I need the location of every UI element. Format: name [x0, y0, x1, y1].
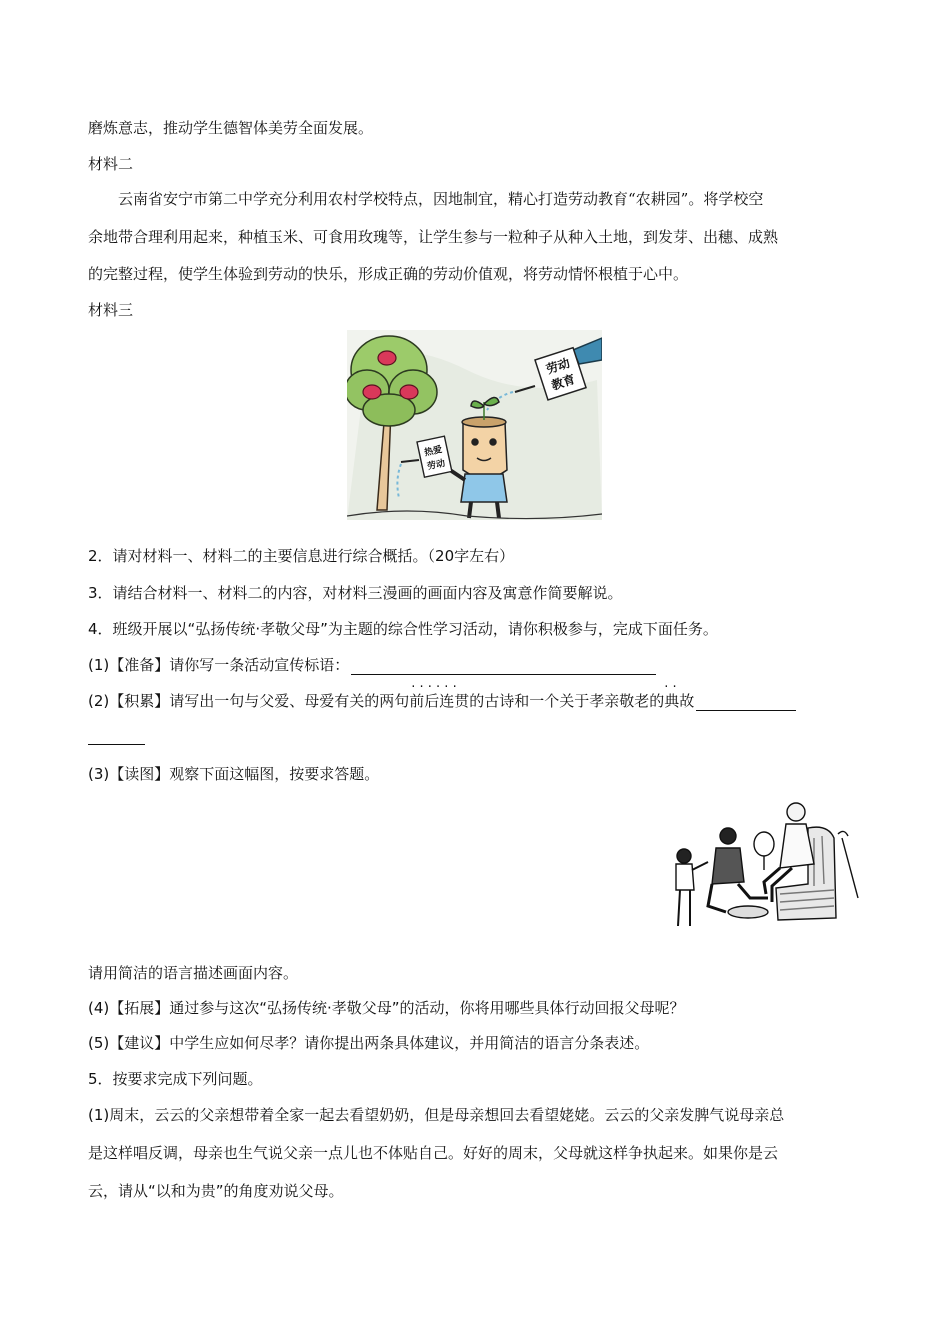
question-5-1-line-3: 云，请从“以和为贵”的角度劝说父母。: [88, 1182, 344, 1200]
filial-piety-illustration: [668, 798, 866, 930]
sign2-line-a: 热爱: [423, 445, 444, 459]
question-4-5: (5)【建议】中学生应如何尽孝？请你提出两条具体建议，并用简洁的语言分条表述。: [88, 1034, 650, 1052]
question-4-3: (3)【读图】观察下面这幅图，按要求答题。: [88, 765, 380, 783]
material-two-line-3: 的完整过程，使学生体验到劳动的快乐，形成正确的劳动价值观，将劳动情怀根植于心中。: [88, 265, 689, 283]
question-4-2-text-c: 的古诗和一个关于孝亲敬老的: [469, 692, 665, 710]
question-3: 3．请结合材料一、材料二的内容，对材料三漫画的画面内容及寓意作简要解说。: [88, 584, 623, 602]
answer-blank-slogan[interactable]: [351, 673, 656, 675]
labor-education-cartoon: [347, 330, 602, 520]
material-two-line-2: 余地带合理利用起来，种植玉米、可食用玫瑰等，让学生参与一粒种子从种入土地，到发芽、出穗、成熟: [88, 228, 779, 246]
material-two-title: 材料二: [88, 155, 134, 173]
question-4-4: (4)【拓展】通过参与这次“弘扬传统·孝敬父母”的活动，你将用哪些具体行动回报父母呢？: [88, 999, 685, 1017]
question-4-3-instruction: 请用简洁的语言描述画面内容。: [88, 964, 299, 982]
paragraph-ending: 磨炼意志，推动学生德智体美劳全面发展。: [88, 119, 374, 137]
question-5: 5．按要求完成下列问题。: [88, 1070, 263, 1088]
question-4-2: [88, 691, 796, 711]
question-4-2-emphasis-b: · · 典故: [664, 692, 694, 710]
question-5-1-line-2: 是这样唱反调，母亲也生气说父亲一点儿也不体贴自己。好好的周末，父母就这样争执起来。如果你是云: [88, 1144, 779, 1162]
question-4: 4．班级开展以“弘扬传统·孝敬父母”为主题的综合性学习活动，请你积极参与，完成下面任务。: [88, 620, 718, 638]
answer-blank-poem-1[interactable]: [696, 709, 796, 711]
sign1-line-b: 教育: [549, 371, 577, 393]
sign2-line-b: 劳动: [426, 458, 447, 473]
material-three-title: 材料三: [88, 301, 134, 319]
question-4-1-text: (1)【准备】请你写一条活动宣传标语：: [88, 656, 350, 674]
question-4-2-text-a: (2)【积累】请写出一句与父爱、母爱有关的两句: [88, 692, 410, 710]
sign1-line-a: 劳动: [544, 355, 572, 377]
question-4-2-emphasis-a: · · 前后连贯: [409, 692, 469, 710]
question-4-1: [88, 655, 656, 675]
question-2: 2．请对材料一、材料二的主要信息进行综合概括。（20字左右）: [88, 547, 515, 565]
answer-blank-poem-2[interactable]: [88, 744, 145, 745]
question-5-1-line-1: (1)周末，云云的父亲想带着全家一起去看望奶奶，但是母亲想回去看望姥姥。云云的父亲发脾气说母亲总: [88, 1106, 785, 1124]
material-two-line-1: 云南省安宁市第二中学充分利用农村学校特点，因地制宜，精心打造劳动教育“农耕园”。将学校空: [118, 190, 764, 208]
